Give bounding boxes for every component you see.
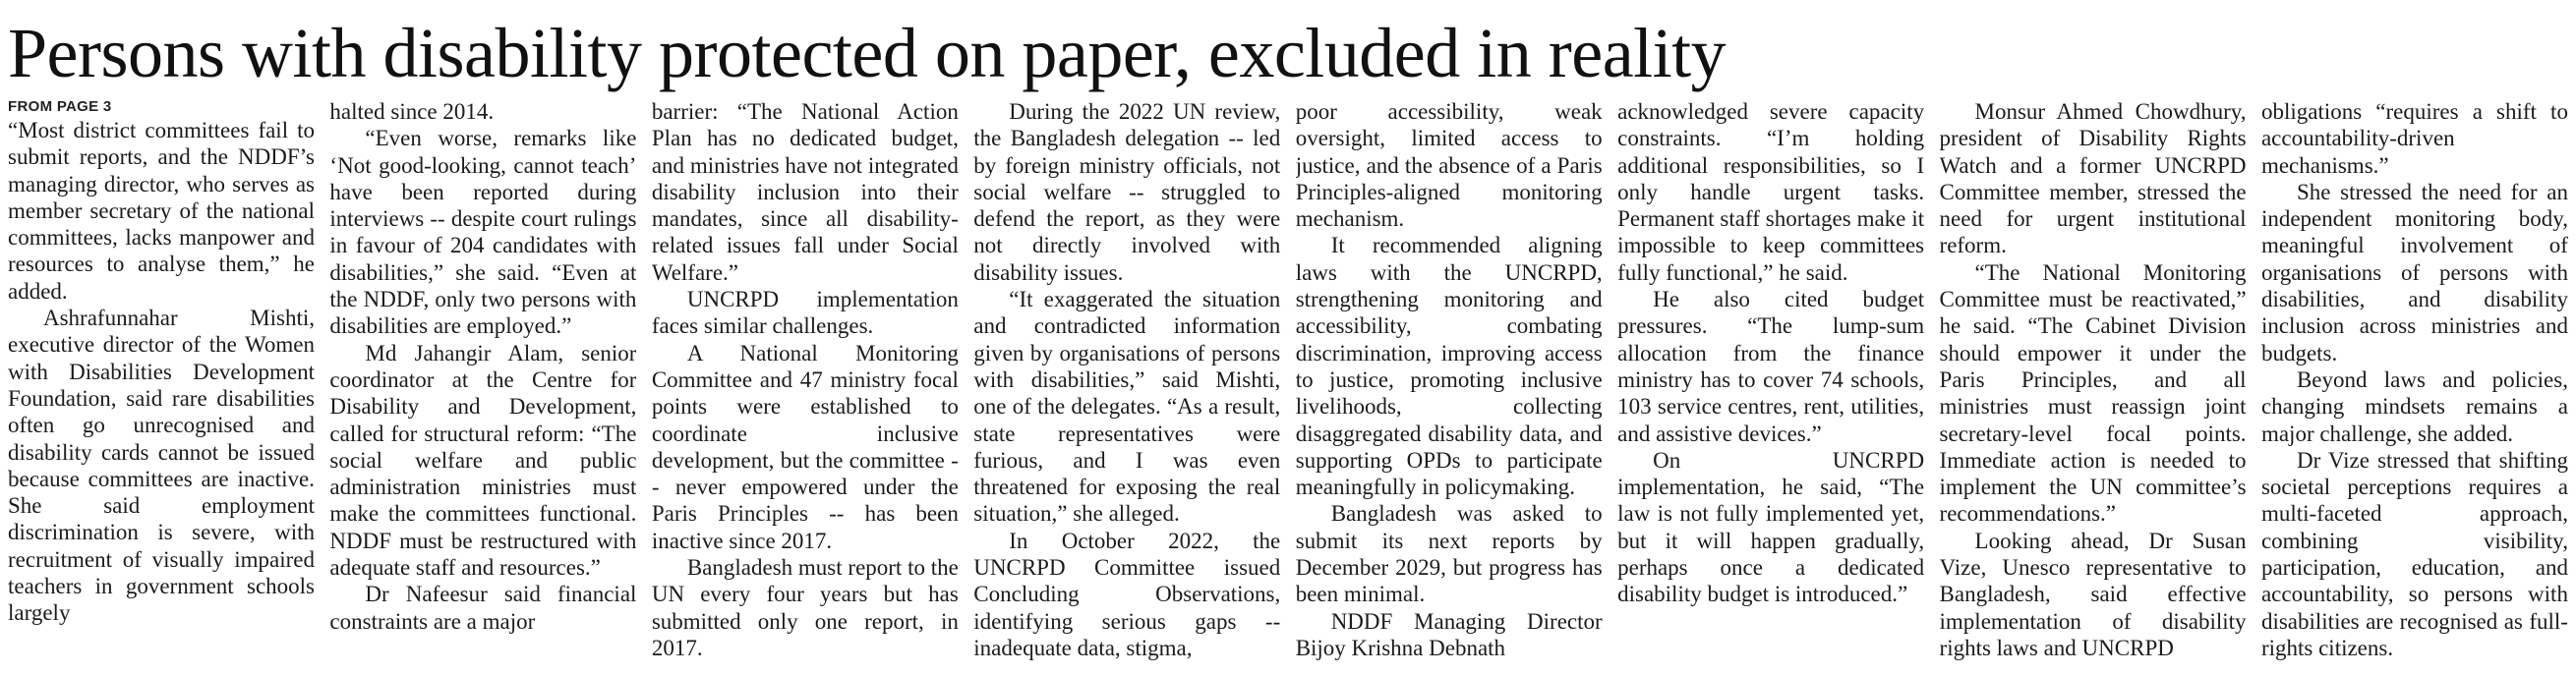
article-column-5 (1296, 98, 1603, 670)
paragraph: Dr Nafeesur said financial constraints are a major (329, 582, 637, 634)
article-column-6 (1617, 98, 1924, 670)
paragraph: Bangladesh must report to the UN every four years but has submitted only one report, in 2017. (651, 555, 959, 660)
article-column-8 (2261, 98, 2568, 670)
article-headline: Persons with disability protected on paper, excluded in reality (8, 14, 1727, 92)
paragraph: Looking ahead, Dr Susan Vize, Unesco representative to Bangladesh, said effective implementation of disability rights laws and UNCRPD (1939, 528, 2247, 660)
paragraph: halted since 2014. (329, 99, 495, 124)
paragraph: It recommended aligning laws with the UNCRPD, strengthening monitoring and accessibility, combating discrimination, improving access to justice, promoting inclusive livelihoods, collecting disaggregated disability data, and supporting OPDs to participate meaningfully in policymaking. (1295, 233, 1603, 500)
paragraph: Bangladesh was asked to submit its next reports by December 2029, but progress has been minimal. (1295, 501, 1603, 607)
paragraph: Ashrafunnahar Mishti, executive director of the Women with Disabilities Development Foundation, said rare disabilities often go unrecognised and disability cards cannot be issued because committees are inactive. She said employment discrimination is severe, with recruitment of visually impaired teachers in government schools largely (8, 306, 315, 626)
paragraph: obligations “requires a shift to accountability-driven mechanisms.” (2260, 99, 2568, 178)
paragraph: In October 2022, the UNCRPD Committee issued Concluding Observations, identifying serious gaps -- inadequate data, stigma, (973, 528, 1281, 660)
paragraph: “Most district committees fail to submit reports, and the NDDF’s managing director, who serves as member secretary of the national committees, lacks manpower and resources to analyse them,” he added. (8, 118, 315, 304)
paragraph: barrier: “The National Action Plan has no dedicated budget, and ministries have not integrated disability inclusion into their mandates, since all disability-related issues fall under Social Welfare.” (651, 99, 959, 285)
article-column-3 (652, 98, 959, 670)
paragraph: Monsur Ahmed Chowdhury, president of Disability Rights Watch and a former UNCRPD Committee member, stressed the need for urgent institutional reform. (1939, 99, 2247, 258)
paragraph: UNCRPD implementation faces similar challenges. (651, 287, 959, 339)
paragraph: acknowledged severe capacity constraints. “I’m holding additional responsibilities, so I only handle urgent tasks. Permanent staff shortages make it impossible to keep committees fully functional,” he said. (1617, 99, 1925, 285)
paragraph: On UNCRPD implementation, he said, “The law is not fully implemented yet, but it will happen gradually, perhaps once a dedicated disability budget is introduced.” (1617, 447, 1925, 607)
article-body (8, 98, 2568, 670)
paragraph: He also cited budget pressures. “The lump-sum allocation from the finance ministry has to cover 74 schools, 103 service centres, rent, utilities, and assistive devices.” (1617, 287, 1925, 446)
paragraph: “The National Monitoring Committee must be reactivated,” he said. “The Cabinet Division should empower it under the Paris Principles, and all ministries must reassign joint secretary-level focal points. Immediate action is needed to implement the UN committee’s recommendations.” (1939, 259, 2247, 527)
article-column-7 (1940, 98, 2247, 670)
paragraph: She stressed the need for an independent monitoring body, meaningful involvement of organisations of persons with disabilities, and disability inclusion across ministries and budgets. (2260, 179, 2568, 366)
paragraph: “It exaggerated the situation and contradicted information given by organisations of persons with disabilities,” said Mishti, one of the delegates. “As a result, state representatives were furious, and I was even threatened for exposing the real situation,” she alleged. (973, 287, 1281, 527)
paragraph: NDDF Managing Director Bijoy Krishna Debnath (1295, 608, 1603, 660)
paragraph: Dr Vize stressed that shifting societal perceptions requires a multi-faceted approach, combining visibility, participation, education, and accountability, so persons with disabilities are recognised as full-rights citizens. (2260, 447, 2568, 660)
article-column-1 (8, 98, 315, 670)
paragraph: Md Jahangir Alam, senior coordinator at the Centre for Disability and Development, called for structural reform: “The social welfare and public administration ministries must make the committees functional. NDDF must be restructured with adequate staff and resources.” (329, 340, 637, 581)
paragraph: poor accessibility, weak oversight, limited access to justice, and the absence of a Paris Principles-aligned monitoring mechanism. (1295, 99, 1603, 232)
article-column-4 (973, 98, 1280, 670)
paragraph: A National Monitoring Committee and 47 ministry focal points were established to coordinate inclusive development, but the committee -- never empowered under the Paris Principles -- has been inactive since 2017. (651, 340, 959, 553)
paragraph: Beyond laws and policies, changing mindsets remains a major challenge, she added. (2260, 366, 2568, 446)
continued-from-label: FROM PAGE 3 (8, 98, 112, 115)
paragraph: “Even worse, remarks like ‘Not good-looking, cannot teach’ have been reported during interviews -- despite court rulings in favour of 204 candidates with disabilities,” she said. “Even at the NDDF, only two persons with disabilities are employed.” (329, 126, 637, 339)
article-column-2 (329, 98, 636, 670)
paragraph: During the 2022 UN review, the Bangladesh delegation -- led by foreign ministry officials, not social welfare -- struggled to defend the report, as they were not directly involved with disability issues. (973, 99, 1281, 285)
